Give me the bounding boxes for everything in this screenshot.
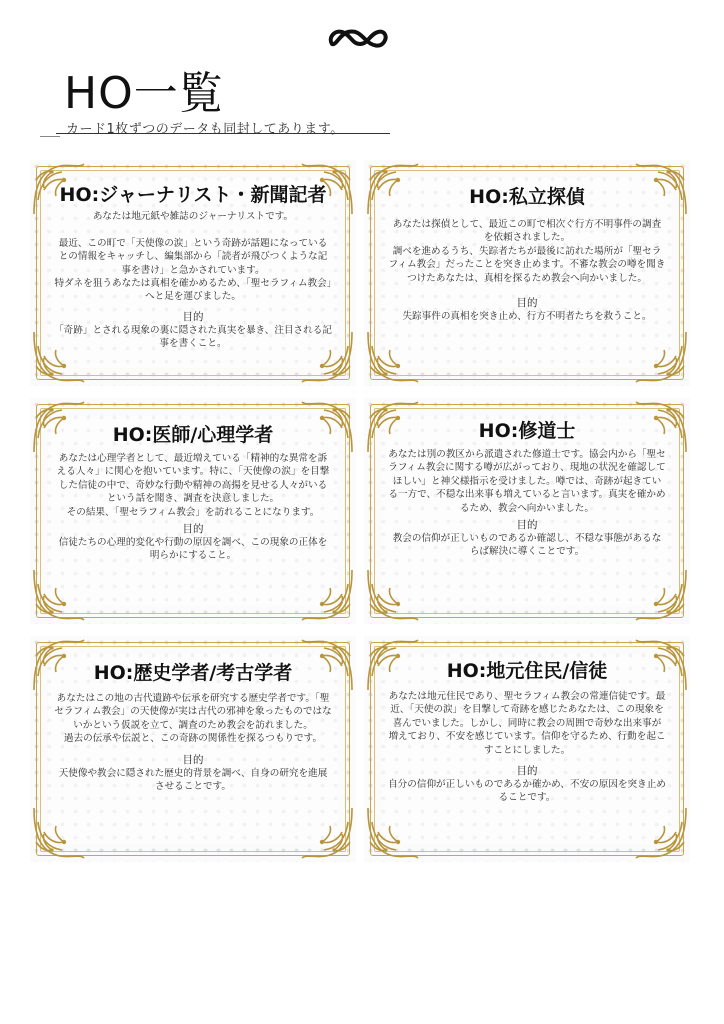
card-goal: 天使像や教会に隠された歴史的背景を調べ、自身の研究を進展させることです。 [58, 767, 328, 793]
card-description: あなたは地元紙や雑誌のジャーナリストです。 最近、この町で「天使像の涙」という奇跡が話題になっているとの情報をキャッチし、編集部から「読者が飛びつくような記事を書け」と急かされています。 特ダネを狙うあなたは真相を確かめるため、「聖セラフィム教会」へと足を運びました。 [54, 211, 332, 303]
card-title: HO:ジャーナリスト・新聞記者 [59, 184, 327, 206]
card-description: あなたは地元住民であり、聖セラフィム教会の常連信徒です。最近、「天使の涙」を目撃して奇跡を感じたあなたは、この現象を喜んでいました。しかし、同時に教会の周囲で奇妙な出来事が増えており、不安を感じています。信仰を守るため、行動を起こすことにしました。 [388, 691, 666, 756]
card-goal: 信徒たちの心理的変化や行動の原因を調べ、この現象の正体を明らかにすること。 [58, 537, 328, 562]
page-title: HO一覧 [64, 68, 224, 119]
card-goal: 自分の信仰が正しいものであるか確かめ、不安の原因を突き止めることです。 [388, 779, 666, 804]
card-body [54, 422, 332, 606]
card-goal: 教会の信仰が正しいものであるか確認し、不穏な事態があるならば解決に導くことです。 [392, 533, 662, 558]
card-description: あなたはこの地の古代遺跡や伝承を研究する歴史学者です。「聖セラフィム教会」の天使像が実は古代の邪神を象ったものではないかという仮説を立て、調査のため教会を訪れました。 過去の伝承や伝説と、この奇跡の関係性を探るつもりです。 [54, 693, 332, 745]
ho-card-journalist [30, 160, 356, 386]
card-goal-label: 目的 [516, 519, 538, 532]
ho-card-detective [364, 160, 690, 386]
card-goal: 失踪事件の真相を突き止め、行方不明者たちを救うこと。 [402, 311, 652, 323]
card-title: HO:私立探偵 [469, 186, 585, 208]
card-body [388, 658, 666, 844]
ho-card-monk [364, 398, 690, 624]
card-goal-label: 目的 [182, 523, 204, 536]
card-title: HO:修道士 [478, 420, 576, 442]
card-body [54, 182, 332, 368]
card-description: あなたは別の教区から派遣された修道士です。協会内から「聖セラフィム教会に関する噂が広がっており、現地の状況を確認してほしい」と神父様指示を受けました。噂では、奇跡が起きている一方で、不穏な出来事も増えていると言います。真実を確かめるため、教会へ向かいました。 [388, 449, 666, 514]
ho-card-doctor [30, 398, 356, 624]
card-goal-label: 目的 [182, 753, 204, 766]
card-title: HO:地元住民/信徒 [446, 660, 608, 682]
title-divider [56, 133, 390, 134]
card-goal-label: 目的 [182, 310, 204, 323]
ho-card-local-believer [364, 636, 690, 862]
card-description: あなたは心理学者として、最近増えている「精神的な異常を訴える人々」に関心を抱いています。特に、「天使像の涙」を目撃した信徒の中で、奇妙な行動や精神の高揚を見せる人々がいるという話を聞き、調査を決意しました。 その結果、「聖セラフィム教会」を訪れることになります。 [56, 453, 330, 518]
card-goal: 「奇跡」とされる現象の裏に隠された真実を暴き、注目される記事を書くこと。 [54, 324, 332, 350]
card-description: あなたは探偵として、最近この町で相次ぐ行方不明事件の調査を依頼されました。 調べを進めるうち、失踪者たちが最後に訪れた場所が「聖セラフィム教会」だったことを突き止めます。不審な教会の噂を聞きつけたあなたは、真相を探るため教会へ向かいました。 [388, 219, 666, 284]
card-title: HO:医師/心理学者 [112, 424, 274, 446]
card-goal-label: 目的 [516, 297, 538, 310]
ho-card-historian [30, 636, 356, 862]
card-title: HO:歴史学者/考古学者 [93, 662, 293, 684]
page-subtitle: カード1枚ずつのデータも同封してあります。 [66, 122, 344, 137]
card-goal-label: 目的 [516, 765, 538, 778]
title-divider-accent [40, 136, 60, 137]
card-body [388, 184, 666, 368]
card-body [388, 418, 666, 606]
infinity-scroll-ornament-icon [326, 24, 390, 52]
card-body [54, 660, 332, 844]
